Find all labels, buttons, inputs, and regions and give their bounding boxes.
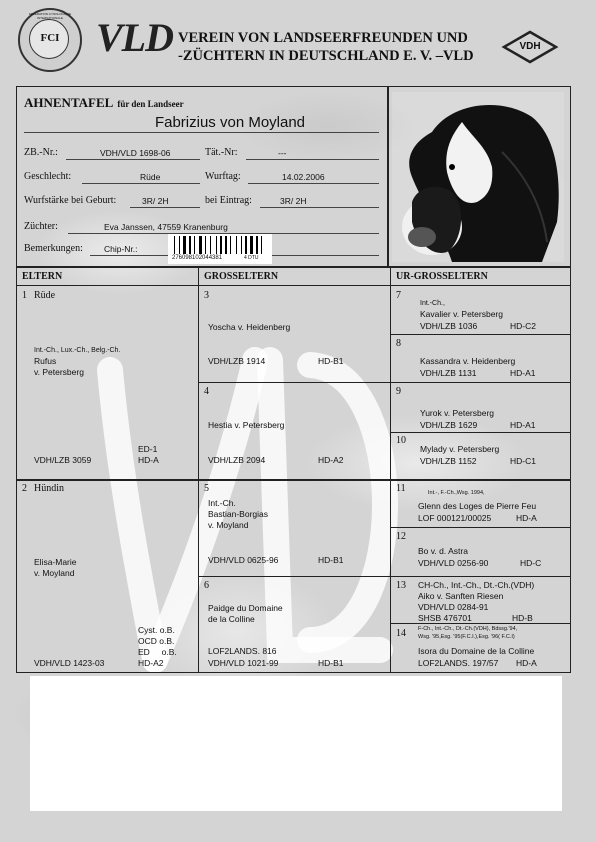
ggp-12-number: 12: [396, 531, 406, 542]
eintrag-value: 3R/ 2H: [280, 196, 307, 206]
grandparent-4-name: Hestia v. Petersberg: [208, 420, 285, 430]
taet-value: ---: [278, 148, 287, 158]
ggp-9-name: Yurok v. Petersberg: [420, 408, 495, 418]
grandparent-5-number: 5: [204, 483, 209, 494]
ggp-13-name: Aiko v. Sanften Riesen: [418, 591, 504, 601]
fci-logo: [18, 8, 82, 72]
zb-value: VDH/VLD 1698-06: [100, 148, 171, 158]
col-header-eltern: ELTERN: [22, 271, 63, 282]
parent-2-ocd: OCD o.B.: [138, 636, 175, 646]
redacted-area: [30, 676, 562, 811]
ggp-14-titles2: Wsg. '95,Esg. '95(F.C.I.),Esg. '96( F.C.I): [418, 634, 515, 640]
parent-2-hd: HD-A2: [138, 658, 164, 668]
ggp-13-titles: CH-Ch., Int.-Ch., Dt.-Ch.(VDH): [418, 580, 535, 590]
wurftag-value: 14.02.2006: [282, 172, 325, 182]
taet-label: Tät.-Nr:: [205, 147, 238, 158]
grandparent-6-hd: HD-B1: [318, 658, 344, 668]
ggp-14-name: Isora du Domaine de la Colline: [418, 646, 535, 656]
wurfstaerke-value: 3R/ 2H: [142, 196, 169, 206]
grandparent-6-reg1: LOF2LANDS. 816: [208, 646, 277, 656]
ggp-7-number: 7: [396, 290, 401, 301]
grandparent-3-hd: HD-B1: [318, 356, 344, 366]
parent-2-cyst: Cyst. o.B.: [138, 625, 175, 635]
ggp-14-hd: HD-A: [516, 658, 537, 668]
ggp-9-hd: HD-A1: [510, 420, 536, 430]
col-header-urgrosseltern: UR-GROSSELTERN: [396, 271, 488, 282]
ggp-11-name: Glenn des Loges de Pierre Feu: [418, 501, 537, 511]
form-title-bold: AHNENTAFEL: [24, 95, 114, 110]
zuechter-label: Züchter:: [24, 221, 58, 232]
ggp-11-number: 11: [396, 483, 406, 494]
grandparent-4-hd: HD-A2: [318, 455, 344, 465]
vdh-logo: VDH: [500, 30, 560, 64]
grandparent-3-number: 3: [204, 290, 209, 301]
parent-1-sex: Rüde: [34, 290, 56, 301]
ggp-10-hd: HD-C1: [510, 456, 536, 466]
ggp-8-name: Kassandra v. Heidenberg: [420, 356, 516, 366]
ggp-11-hd: HD-A: [516, 513, 537, 523]
ggp-12-name: Bo v. d. Astra: [418, 546, 468, 556]
header-title-line2: -ZÜCHTERN IN DEUTSCHLAND E. V. –VLD: [178, 48, 474, 64]
ggp-11-reg: LOF 000121/00025: [418, 513, 492, 523]
header-title-line1: VEREIN VON LANDSEERFREUNDEN UND: [178, 30, 468, 46]
parent-1-name2: v. Petersberg: [34, 367, 84, 377]
form-title-suffix: für den Landseer: [117, 99, 184, 109]
zuechter-value: Eva Janssen, 47559 Kranenburg: [104, 222, 228, 232]
ggp-8-reg: VDH/LZB 1131: [420, 368, 477, 378]
ggp-10-number: 10: [396, 435, 406, 446]
wurfstaerke-label: Wurfstärke bei Geburt:: [24, 195, 117, 206]
zb-label: ZB.-Nr.:: [24, 147, 58, 158]
dog-name: Fabrizius von Moyland: [154, 114, 306, 131]
grandparent-6-reg2: VDH/VLD 1021-99: [208, 658, 279, 668]
vld-logo: VLD: [96, 15, 173, 60]
ggp-7-hd: HD-C2: [510, 321, 536, 331]
landseer-dog-image: [392, 92, 564, 262]
parent-1-name1: Rufus: [34, 356, 57, 366]
wurftag-label: Wurftag:: [205, 171, 241, 182]
ggp-14-reg: LOF2LANDS. 197/57: [418, 658, 499, 668]
grandparent-5-titles: Int.-Ch.: [208, 498, 236, 508]
parent-2-name1: Elisa-Marie: [34, 557, 77, 567]
eintrag-label: bei Eintrag:: [205, 195, 252, 206]
grandparent-3-name: Yoscha v. Heidenberg: [208, 322, 291, 332]
grandparent-6-number: 6: [204, 580, 209, 591]
ggp-8-number: 8: [396, 338, 401, 349]
parent-1-number: 1: [22, 290, 27, 301]
ggp-7-titles: Int.-Ch.,: [420, 300, 445, 307]
ggp-7-reg: VDH/LZB 1036: [420, 321, 478, 331]
ggp-12-reg: VDH/VLD 0256-90: [418, 558, 489, 568]
ggp-10-name: Mylady v. Petersberg: [420, 444, 500, 454]
ggp-7-name: Kavalier v. Petersberg: [420, 309, 503, 319]
fci-center-text: FCI: [40, 32, 60, 44]
grandparent-5-hd: HD-B1: [318, 555, 344, 565]
ggp-13-number: 13: [396, 580, 406, 591]
parent-1-titles: Int.-Ch., Lux.-Ch., Belg.-Ch.: [34, 347, 121, 354]
barcode-number: 276098102044381: [172, 255, 223, 261]
col-header-grosseltern: GROSSELTERN: [204, 271, 279, 282]
barcode-suffix: 4 DTU: [244, 255, 259, 261]
parent-2-ed: ED o.B.: [138, 647, 177, 657]
form-title: [24, 94, 184, 112]
ggp-9-reg: VDH/LZB 1629: [420, 420, 478, 430]
ggp-14-number: 14: [396, 628, 406, 639]
ggp-11-titles: Int.-, F.-Ch.,Wsg. 1994,: [428, 490, 485, 496]
ggp-13-reg2: SHSB 476701: [418, 613, 472, 623]
barcode-sticker: [168, 234, 272, 264]
ggp-13-hd: HD-B: [512, 613, 533, 623]
fci-ring-text: FEDERATION CYNOLOGIQUE INTERNATIONALE: [28, 12, 72, 20]
barcode-icon: [174, 236, 266, 254]
parent-2-number: 2: [22, 483, 27, 494]
parent-1-ed: ED-1: [138, 444, 158, 454]
grandparent-4-reg: VDH/LZB 2094: [208, 455, 266, 465]
parent-1-reg: VDH/LZB 3059: [34, 455, 92, 465]
ggp-12-hd: HD-C: [520, 558, 542, 568]
parent-2-sex: Hündin: [34, 483, 64, 494]
grandparent-3-reg: VDH/LZB 1914: [208, 356, 266, 366]
grandparent-4-number: 4: [204, 386, 209, 397]
grandparent-5-reg: VDH/VLD 0625-96: [208, 555, 279, 565]
ggp-14-titles1: F-Ch., Int.-Ch., Dt.-Ch.(VDH), Bdssg.'94,: [418, 626, 518, 632]
ggp-9-number: 9: [396, 386, 401, 397]
grandparent-6-name2: de la Colline: [208, 614, 255, 624]
parent-1-hd: HD-A: [138, 455, 159, 465]
bemerkungen-value: Chip-Nr.:: [104, 244, 138, 254]
ggp-13-reg1: VDH/VLD 0284-91: [418, 602, 489, 612]
parent-2-name2: v. Moyland: [34, 568, 75, 578]
grandparent-6-name1: Paidge du Domaine: [208, 603, 283, 613]
grandparent-5-name2: v. Moyland: [208, 520, 249, 530]
geschlecht-value: Rüde: [140, 172, 161, 182]
grandparent-5-name1: Bastian-Borgias: [208, 509, 269, 519]
ggp-10-reg: VDH/LZB 1152: [420, 456, 477, 466]
ggp-8-hd: HD-A1: [510, 368, 536, 378]
bemerkungen-label: Bemerkungen:: [24, 243, 83, 254]
parent-2-reg: VDH/VLD 1423-03: [34, 658, 105, 668]
geschlecht-label: Geschlecht:: [24, 171, 72, 182]
